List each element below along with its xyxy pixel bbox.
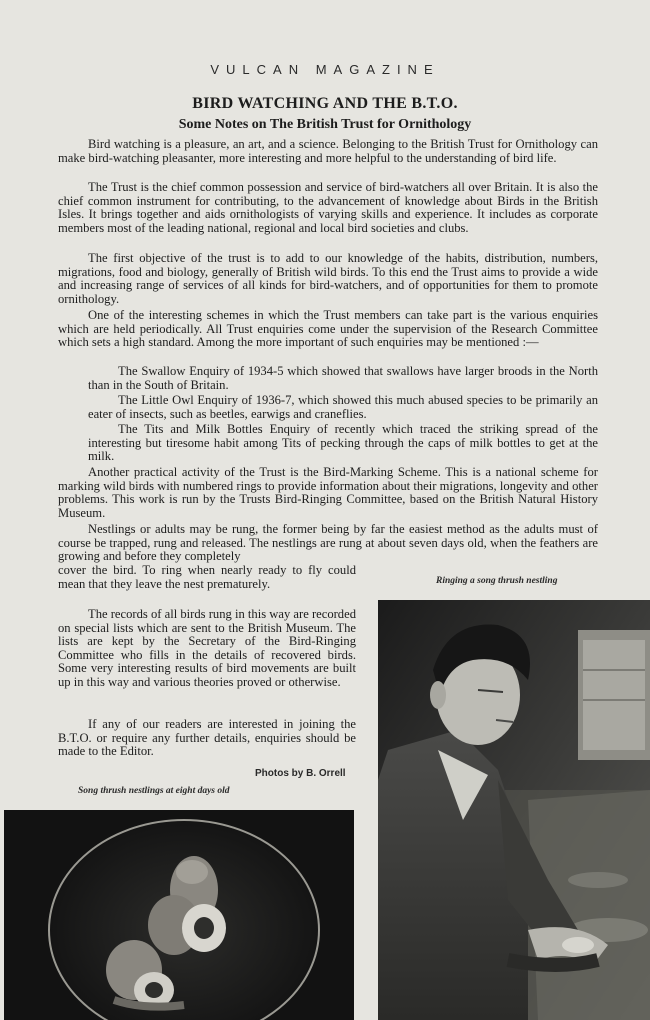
paragraph-trust: The Trust is the chief common possession and service of bird-watchers all over Britain. It is also the chief common instrument for contributing, to the advancement of knowledge about Birds in the British Isles. It brings together and aids ornithologists of varying skills and experience. It includes as corporate members most of the leading national, regional and local bird societies and clubs. xyxy=(58,180,598,235)
paragraph-intro: Bird watching is a pleasure, an art, and a science. Belonging to the British Trust for Ornithology can make bird-watching pleasanter, more interesting and more helpful to the understanding of bird life. xyxy=(58,137,598,165)
photo-nestlings xyxy=(4,810,354,1020)
caption-ringing: Ringing a song thrush nestling xyxy=(436,576,558,586)
enquiry-swallow: The Swallow Enquiry of 1934-5 which showed that swallows have larger broods in the North than in the South of Britain. xyxy=(88,364,598,392)
paragraph-objective: The first objective of the trust is to add to our knowledge of the habits, distribution, numbers, migrations, food and biology, generally of British wild birds. To this end the Trust aims to provide a wide and increasing range of services of all kinds for bird-watchers, and of opportunities for them to promote ornithology. xyxy=(58,251,598,306)
paragraph-schemes: One of the interesting schemes in which the Trust members can take part is the various enquiries which are held periodically. All Trust enquiries come under the supervision of the Research Committee which sets a high standard. Among the more important of such enquiries may be mentioned :— xyxy=(58,308,598,350)
paragraph-nestlings-continued: cover the bird. To ring when nearly ready to fly could mean that they leave the nest prematurely. xyxy=(58,563,356,591)
enquiry-milk-bottles: The Tits and Milk Bottles Enquiry of recently which traced the striking spread of the interesting but tiresome habit among Tits of pecking through the caps of milk bottles to get at the milk. xyxy=(88,422,598,464)
paragraph-closing: If any of our readers are interested in joining the B.T.O. or require any further details, enquiries should be made to the Editor. xyxy=(58,717,356,759)
nestlings-photo-image xyxy=(4,810,354,1020)
article-subtitle: Some Notes on The British Trust for Ornithology xyxy=(178,117,472,132)
caption-nestlings: Song thrush nestlings at eight days old xyxy=(78,786,230,796)
paragraph-records: The records of all birds rung in this way are recorded on special lists which are sent to the British Museum. The lists are kept by the Secretary of the Bird-Ringing Committee who fills in the details of recovered birds. Some very interesting results of bird movements are built up in this way and various theories proved or otherwise. xyxy=(58,607,356,689)
photo-ringing-nestling xyxy=(378,600,650,1020)
article-title: BIRD WATCHING AND THE B.T.O. xyxy=(192,95,458,112)
paragraph-nestlings: Nestlings or adults may be rung, the former being by far the easiest method as the adults must of course be trapped, rung and released. The nestlings are rung at about seven days old, when the feathers are growing and before they completely xyxy=(58,522,598,564)
enquiry-little-owl: The Little Owl Enquiry of 1936-7, which showed this much abused species to be primarily an eater of insects, such as beetles, earwigs and craneflies. xyxy=(88,393,598,421)
photo-credit: Photos by B. Orrell xyxy=(255,768,346,779)
ringing-photo-image xyxy=(378,600,650,1020)
paragraph-bird-marking: Another practical activity of the Trust is the Bird-Marking Scheme. This is a national scheme for marking wild birds with numbered rings to provide information about their migrations, longevity and other problems. This work is run by the Trusts Bird-Ringing Committee, based on the British Natural History Museum. xyxy=(58,465,598,520)
magazine-header: VULCAN MAGAZINE xyxy=(210,62,440,77)
